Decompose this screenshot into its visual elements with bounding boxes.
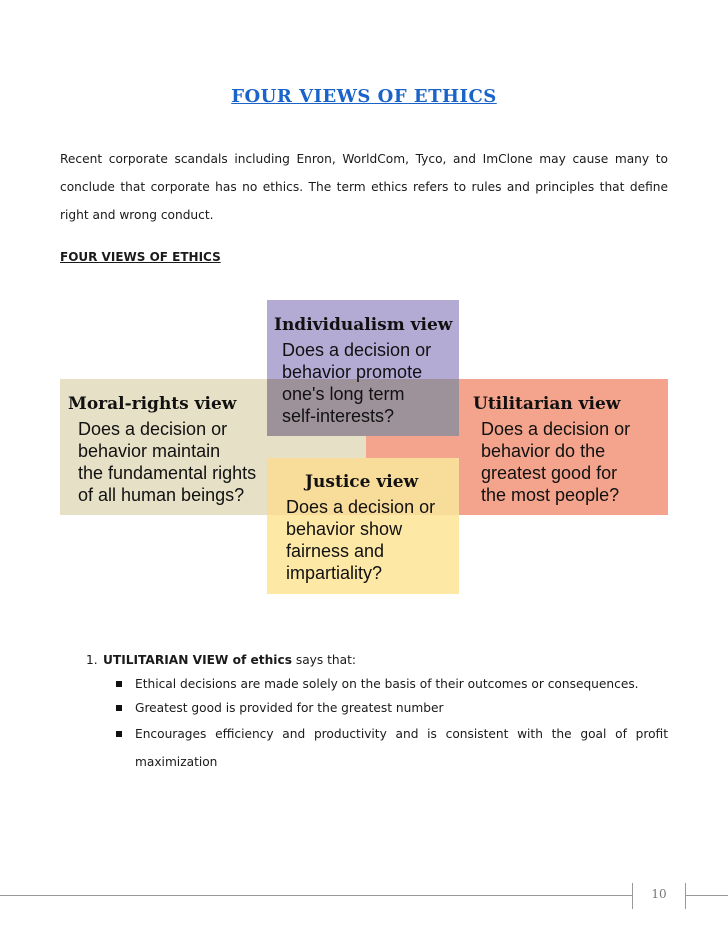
justice-line-2: behavior show	[286, 519, 403, 539]
square-bullet-icon	[116, 705, 122, 711]
section-heading-bold: UTILITARIAN VIEW of ethics	[103, 653, 292, 667]
individualism-title: Individualism view	[274, 315, 453, 335]
section-heading	[86, 648, 668, 672]
page-number-box	[632, 883, 686, 909]
square-bullet-icon	[116, 681, 122, 687]
list-item	[86, 720, 668, 776]
bullet-text: Encourages efficiency and productivity and is consistent with the goal of profit maximization	[135, 727, 668, 769]
list-item	[86, 672, 668, 696]
justice-line-1: Does a decision or	[286, 497, 436, 517]
justice-line-3: fairness and	[286, 541, 385, 561]
utilitarian-title: Utilitarian view	[473, 394, 621, 414]
footer-divider	[0, 895, 728, 896]
utilitarian-line-4: the most people?	[481, 485, 620, 505]
page-number: 10	[651, 887, 667, 901]
section-number: 1.	[86, 653, 98, 667]
individualism-line-1: Does a decision or	[282, 340, 432, 360]
page-title-container	[0, 86, 728, 107]
justice-title: Justice view	[305, 472, 419, 492]
moral-rights-line-3: the fundamental rights	[78, 463, 257, 483]
individualism-line-4: self-interests?	[282, 406, 395, 426]
square-bullet-icon	[116, 731, 122, 737]
bullet-list	[86, 672, 668, 776]
page-title: FOUR VIEWS OF ETHICS	[231, 86, 497, 107]
utilitarian-line-1: Does a decision or	[481, 419, 631, 439]
utilitarian-line-2: behavior do the	[481, 441, 606, 461]
bullet-text: Greatest good is provided for the greatest number	[135, 701, 444, 715]
moral-rights-line-4: of all human beings?	[78, 485, 245, 505]
list-item	[86, 696, 668, 720]
moral-rights-line-1: Does a decision or	[78, 419, 228, 439]
utilitarian-line-3: greatest good for	[481, 463, 618, 483]
intro-paragraph: Recent corporate scandals including Enron, WorldCom, Tyco, and ImClone may cause many to conclude that corporate has no ethics. The term ethics refers to rules and principles that define right and wrong conduct.	[60, 152, 668, 222]
individualism-line-3: one's long term	[282, 384, 405, 404]
bullet-text: Ethical decisions are made solely on the basis of their outcomes or consequences.	[135, 677, 639, 691]
moral-rights-line-2: behavior maintain	[78, 441, 221, 461]
section-heading-rest: says that:	[291, 653, 356, 667]
individualism-line-2: behavior promote	[282, 362, 423, 382]
utilitarian-section	[86, 648, 668, 776]
moral-rights-title: Moral-rights view	[68, 394, 237, 414]
section-subheading: FOUR VIEWS OF ETHICS	[60, 250, 221, 264]
justice-line-4: impartiality?	[286, 563, 383, 583]
